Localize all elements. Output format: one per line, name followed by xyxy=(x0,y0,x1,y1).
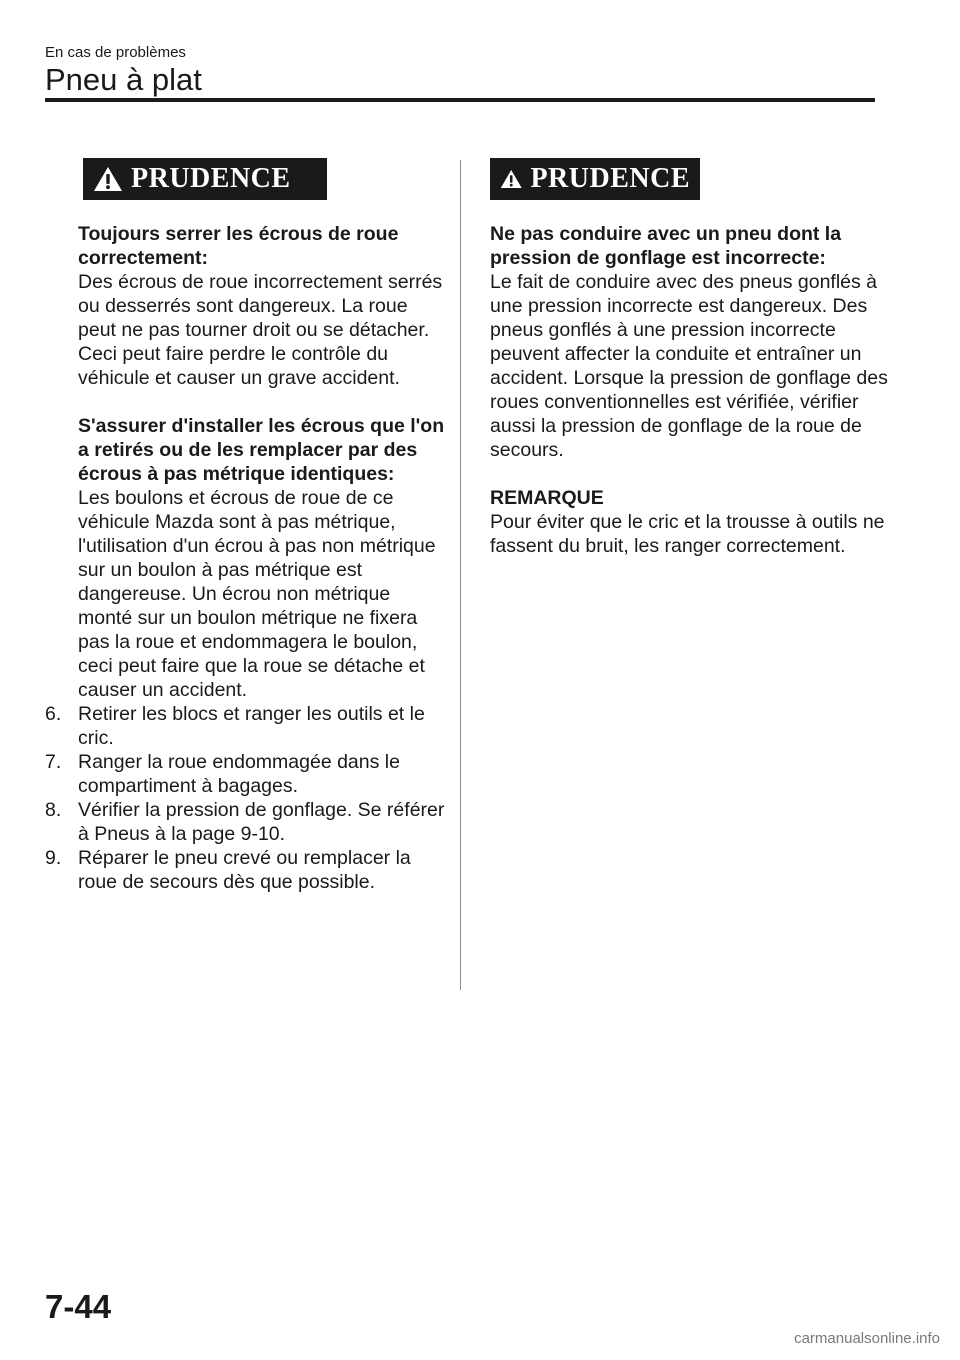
warning-heading: Ne pas conduire avec un pneu dont la pression de gonflage est incorrecte: xyxy=(490,223,842,269)
left-column xyxy=(45,158,445,894)
page-number: 7-44 xyxy=(45,1288,112,1325)
warning-body: Des écrous de roue incorrectement serrés ou desserrés sont dangereux. La roue peut ne pas tourner droit ou se détacher. Ceci peut faire perdre le contrôle du véhicule et causer un grave accident. xyxy=(78,271,443,389)
caution-label: PRUDENCE xyxy=(530,163,690,194)
watermark: carmanualsonline.info xyxy=(794,1330,940,1347)
list-item xyxy=(45,750,445,798)
section-title: Pneu à plat xyxy=(45,62,202,97)
warning-body: Le fait de conduire avec des pneus gonflés à une pression incorrecte est dangereux. Des pneus gonflés à une pression incorrecte peuvent affecter la conduite et entraîner un accident. Lorsque la pression de gonflage des roues conventionnelles est vérifiée, vérifier aussi la pression de gonflage de la roue de secours. xyxy=(490,271,888,461)
steps-list xyxy=(45,702,445,894)
step-number: 8. xyxy=(45,799,62,821)
right-column xyxy=(490,158,890,558)
warning-icon xyxy=(500,166,522,192)
page-header xyxy=(45,44,202,98)
chapter-title: En cas de problèmes xyxy=(45,44,186,61)
header-rule xyxy=(45,98,875,102)
step-number: 9. xyxy=(45,847,62,869)
warning-heading: S'assurer d'installer les écrous que l'on a retirés ou de les remplacer par des écrous à pas métrique identiques: xyxy=(78,415,445,485)
warning-heading: Toujours serrer les écrous de roue correctement: xyxy=(78,223,399,269)
note-heading: REMARQUE xyxy=(490,487,604,509)
caution-label: PRUDENCE xyxy=(131,163,291,194)
note-body: Pour éviter que le cric et la trousse à outils ne fassent du bruit, les ranger correctement. xyxy=(490,511,885,557)
step-text: Réparer le pneu crevé ou remplacer la roue de secours dès que possible. xyxy=(78,847,411,893)
warning-icon xyxy=(93,166,123,192)
list-item xyxy=(45,702,445,750)
step-number: 7. xyxy=(45,751,62,773)
step-text: Ranger la roue endommagée dans le compartiment à bagages. xyxy=(78,751,400,797)
step-text: Retirer les blocs et ranger les outils et le cric. xyxy=(78,703,425,749)
list-item xyxy=(45,798,445,846)
warning-body: Les boulons et écrous de roue de ce véhicule Mazda sont à pas métrique, l'utilisation d'un écrou à pas non métrique sur un boulon à pas métrique est dangereuse. Un écrou non métrique monté sur un boulon métrique ne fixera pas la roue et endommagera le boulon, ceci peut faire que la roue se détache et causer un accident. xyxy=(78,487,436,701)
list-item xyxy=(45,846,445,894)
column-divider xyxy=(460,160,461,990)
caution-badge xyxy=(490,158,700,200)
caution-badge xyxy=(83,158,327,200)
step-number: 6. xyxy=(45,703,62,725)
step-text: Vérifier la pression de gonflage. Se référer à Pneus à la page 9-10. xyxy=(78,799,445,845)
